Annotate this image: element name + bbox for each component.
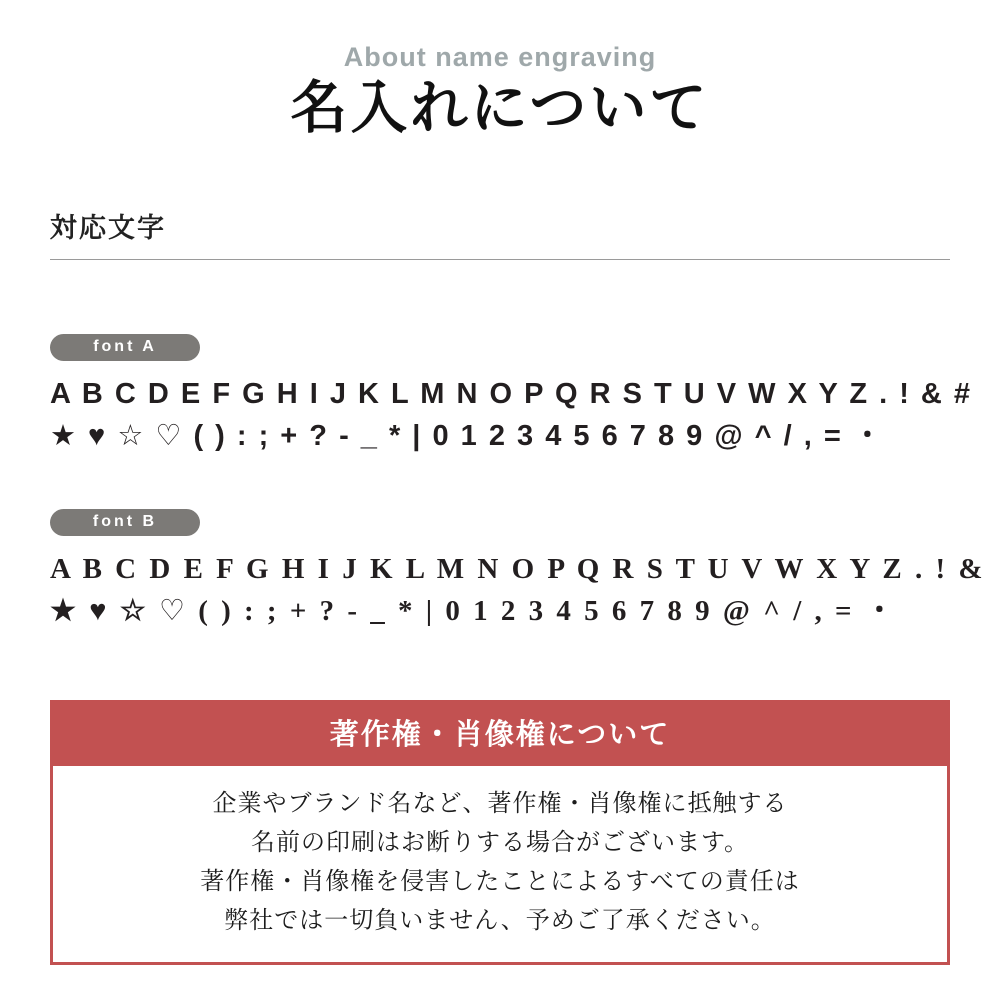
section-divider: [50, 259, 950, 260]
font-a-block: [50, 334, 973, 457]
font-a-badge: font A: [50, 334, 200, 361]
notice-line-3: 著作権・肖像権を侵害したことによるすべての責任は: [200, 867, 800, 895]
notice-title: 著作権・肖像権について: [50, 700, 950, 766]
supported-characters-section: [50, 206, 986, 632]
font-a-symbol-row: ★ ♥ ☆ ♡ ( ) : ; + ? - _ * | 0 1 2 3 4 5 6 7 8 9 @ ^ / , = ・: [50, 419, 884, 452]
page-title: 名入れについて: [290, 76, 710, 140]
notice-line-4: 弊社では一切負いません、予めご了承ください。: [224, 906, 776, 934]
page-header: [50, 0, 950, 140]
notice-body: [50, 766, 950, 965]
font-a-letter-row: A B C D E F G H I J K L M N O P Q R S T U V W X Y Z . ! & #: [50, 377, 973, 410]
font-b-badge: font B: [50, 509, 200, 536]
notice-line-1: 企業やブランド名など、著作権・肖像権に抵触する: [212, 789, 788, 817]
notice-line-2: 名前の印刷はお断りする場合がございます。: [250, 828, 750, 856]
font-b-letter-row: A B C D E F G H I J K L M N O P Q R S T U V W X Y Z . ! &: [50, 552, 986, 585]
section-heading: 対応文字: [50, 212, 166, 243]
font-b-block: [50, 509, 986, 632]
copyright-notice-box: [50, 700, 950, 965]
page-subtitle: About name engraving: [343, 42, 657, 72]
font-b-symbol-row: ★ ♥ ☆ ♡ ( ) : ; + ? - _ * | 0 1 2 3 4 5 6 7 8 9 @ ^ / , = ・: [50, 594, 897, 627]
